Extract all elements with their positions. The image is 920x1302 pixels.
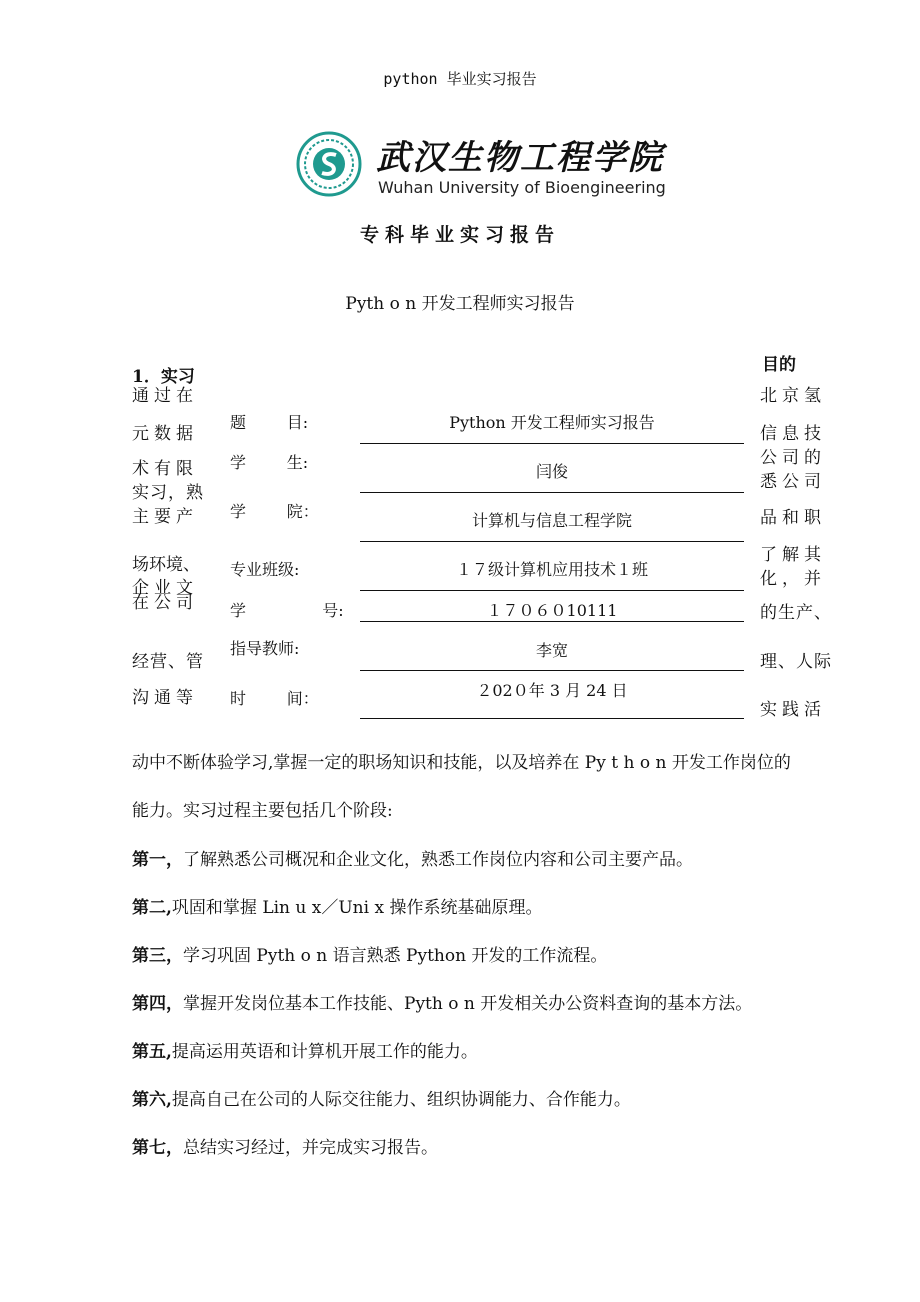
advisor-label: 指导教师: (230, 639, 300, 658)
section-heading: 1．实习 (132, 367, 195, 387)
stage-text: 提高自己在公司的人际交往能力、组织协调能力、合作能力。 (171, 1090, 631, 1110)
stage-label: 第六, (132, 1090, 172, 1110)
student-id-value: １７０６０10111 (486, 601, 618, 620)
topic-value: Python 开发工程师实习报告 (449, 413, 655, 432)
stage-item (132, 893, 542, 918)
running-header: python 毕业实习报告 (383, 70, 537, 88)
stage-item (132, 1085, 631, 1110)
date-underline (360, 718, 744, 719)
college-label: 学 院： (230, 502, 319, 521)
right-fragment: 悉公司 (760, 472, 826, 492)
school-emblem-icon (296, 131, 362, 197)
stage-text: 学习巩固 Pyth o n 语言熟悉 Python 开发的工作流程。 (183, 946, 608, 966)
school-name-en: Wuhan University of Bioengineering (378, 178, 666, 197)
stage-text: 了解熟悉公司概况和企业文化，熟悉工作岗位内容和公司主要产品。 (183, 850, 693, 870)
left-fragment: 主要产 (132, 507, 198, 527)
date-label: 时 间： (230, 689, 319, 708)
stage-label: 第二, (132, 898, 172, 918)
stage-item (132, 1037, 478, 1062)
right-fragment: 了解其 (760, 545, 826, 565)
stage-text: 巩固和掌握 Lin u x／Uni x 操作系统基础原理。 (171, 898, 543, 918)
major-class-value: １７级计算机应用技术１班 (455, 560, 648, 579)
student-value: 闫俊 (535, 462, 568, 481)
student-id-label: 学 号: (230, 601, 344, 620)
advisor-underline (360, 670, 744, 671)
left-fragment: 通过在 (132, 386, 198, 406)
left-fragment: 沟通等 (132, 688, 198, 708)
stage-label: 第五, (132, 1042, 172, 1062)
left-fragment: 经营、管 (132, 652, 204, 672)
stage-item (132, 989, 752, 1014)
left-fragment: 企业文 (132, 578, 198, 598)
college-underline (360, 541, 744, 542)
right-fragment: 理、人际 (760, 652, 832, 672)
paragraph-line: 能力。实习过程主要包括几个阶段: (132, 801, 393, 821)
section-heading-right: 目的 (762, 355, 796, 375)
stage-label: 第四， (132, 994, 183, 1014)
stage-item (132, 941, 607, 966)
major-class-label: 专业班级: (230, 560, 300, 579)
topic-label: 题 目: (230, 413, 309, 432)
stage-item (132, 845, 693, 870)
major-class-underline (360, 590, 744, 591)
left-fragment: 场环境、 (132, 555, 200, 575)
right-fragment: 的生产、 (760, 603, 832, 623)
student-underline (360, 492, 744, 493)
right-fragment: 北京氢 (760, 386, 826, 406)
student-id-underline (360, 621, 744, 622)
date-value: ２02０年 3 月 24 日 (476, 681, 628, 700)
college-value: 计算机与信息工程学院 (471, 511, 632, 530)
stage-text: 提高运用英语和计算机开展工作的能力。 (171, 1042, 478, 1062)
right-fragment: 公司的 (760, 448, 826, 468)
stage-item (132, 1133, 438, 1158)
stage-label: 第七， (132, 1138, 183, 1158)
stage-text: 掌握开发岗位基本工作技能、Pyth o n 开发相关办公资料查询的基本方法。 (183, 994, 753, 1014)
topic-underline (360, 443, 744, 444)
document-title: Pyth o n 开发工程师实习报告 (345, 294, 575, 314)
right-fragment: 实践活 (760, 700, 826, 720)
school-name-cn: 武汉生物工程学院 (376, 138, 664, 178)
advisor-value: 李宽 (535, 641, 568, 660)
stage-label: 第一， (132, 850, 183, 870)
document-type: 专科毕业实习报告 (359, 224, 560, 246)
paragraph-line: 动中不断体验学习,掌握一定的职场知识和技能，以及培养在 Py t h o n 开发工作岗位的 (132, 753, 791, 773)
student-label: 学 生: (230, 453, 309, 472)
left-fragment: 术有限 (132, 459, 198, 479)
right-fragment: 信息技 (760, 424, 826, 444)
left-fragment: 在公司 (132, 593, 198, 613)
left-fragment: 元数据 (132, 424, 198, 444)
left-fragment: 实习，熟 (132, 483, 204, 503)
stage-text: 总结实习经过，并完成实习报告。 (183, 1138, 438, 1158)
stage-label: 第三， (132, 946, 183, 966)
right-fragment: 化，并 (760, 569, 826, 589)
right-fragment: 品和职 (760, 508, 826, 528)
